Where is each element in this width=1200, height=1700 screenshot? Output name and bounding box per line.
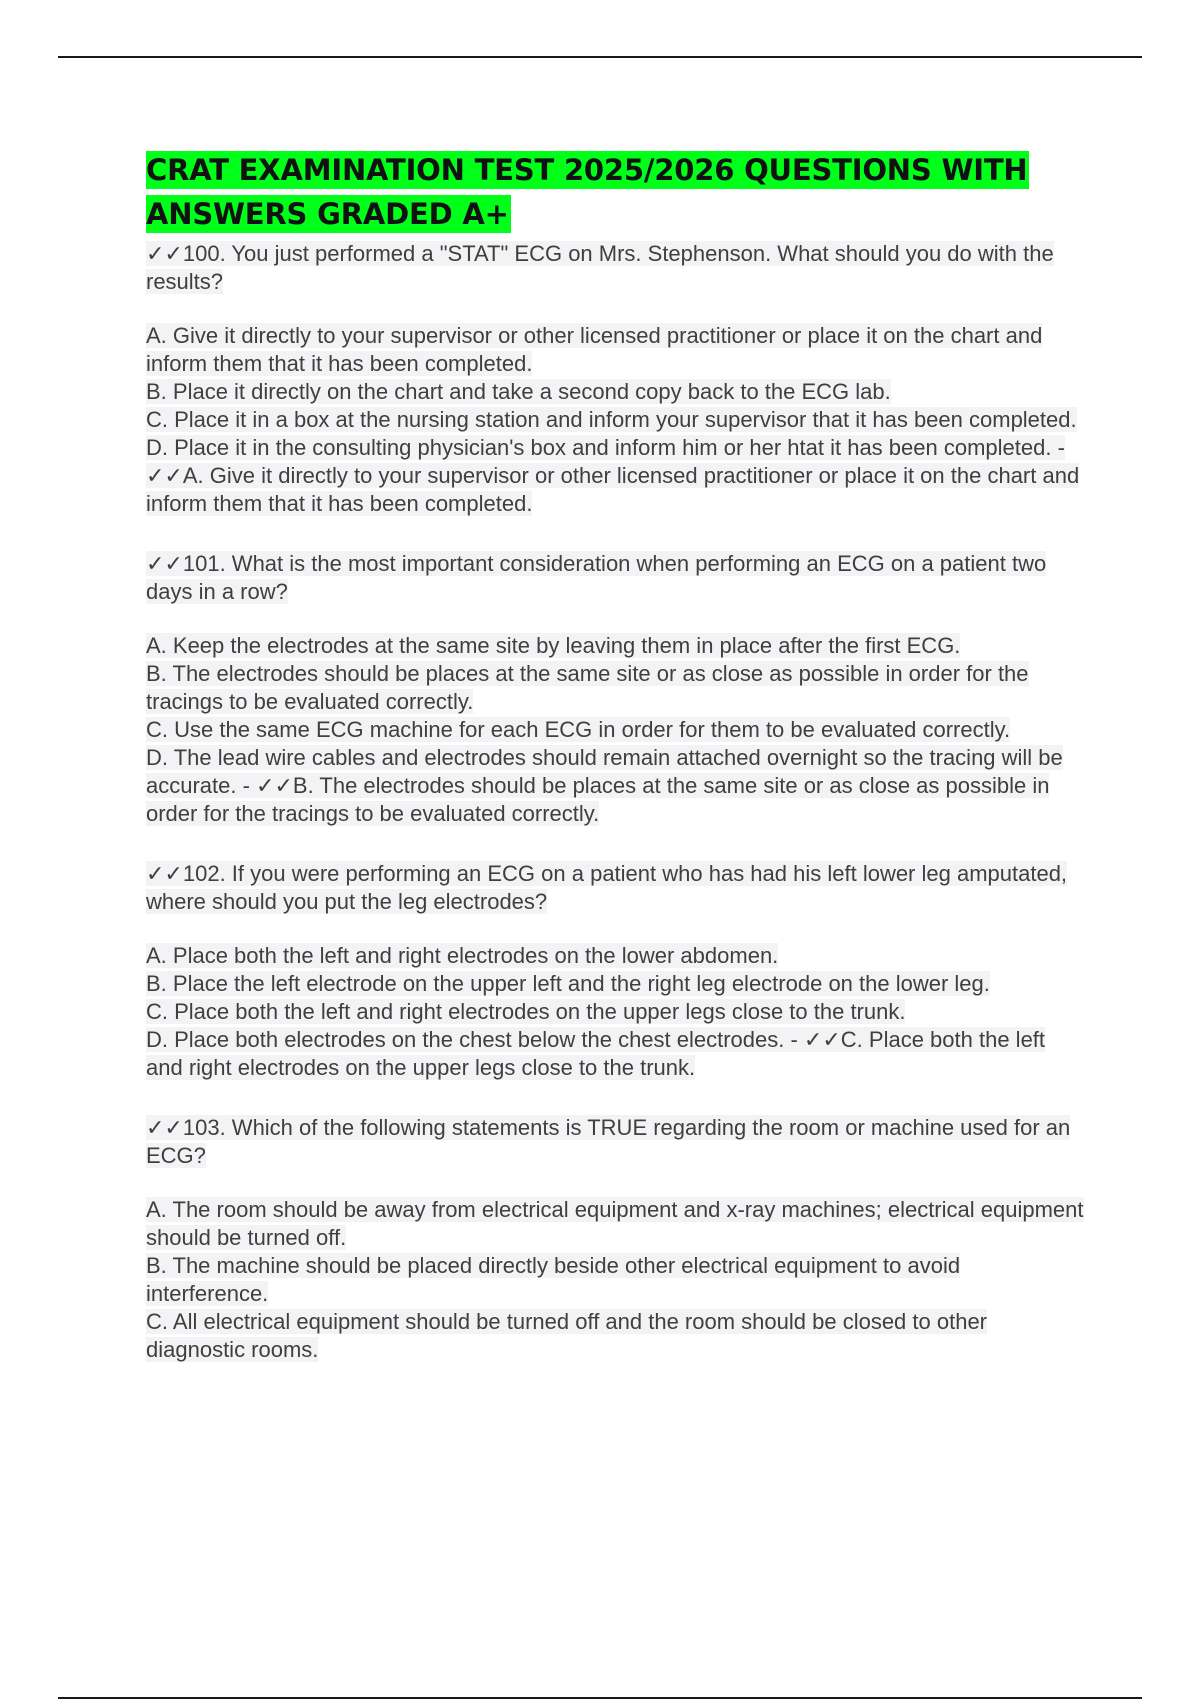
document-body — [146, 148, 1086, 1396]
footer-rule — [58, 1697, 1142, 1699]
answer-option-c: C. Place it in a box at the nursing station and inform your supervisor that it has been completed. — [146, 407, 1077, 432]
answer-option-c: C. Place both the left and right electrodes on the upper legs close to the trunk. — [146, 999, 906, 1024]
question-text: ✓✓101. What is the most important consideration when performing an ECG on a patient two days in a row? — [146, 551, 1047, 604]
answer-option-b: B. Place the left electrode on the upper left and the right leg electrode on the lower leg. — [146, 971, 990, 996]
answer-option-c: C. All electrical equipment should be turned off and the room should be closed to other diagnostic rooms. — [146, 1309, 988, 1362]
answer-option-b: B. The machine should be placed directly beside other electrical equipment to avoid interference. — [146, 1253, 961, 1306]
question-text: ✓✓102. If you were performing an ECG on a patient who has had his left lower leg amputated, where should you put the leg electrodes? — [146, 861, 1068, 914]
answer-option-a: A. The room should be away from electrical equipment and x-ray machines; electrical equipment should be turned off. — [146, 1197, 1084, 1250]
header-rule — [58, 56, 1142, 58]
answer-option-a: A. Keep the electrodes at the same site by leaving them in place after the first ECG. — [146, 633, 961, 658]
answer-option-a: A. Give it directly to your supervisor or other licensed practitioner or place it on the chart and inform them that it has been completed. — [146, 323, 1043, 376]
question-block-101 — [146, 550, 1086, 828]
answer-option-b: B. The electrodes should be places at the same site or as close as possible in order for the tracings to be evaluated correctly. — [146, 661, 1029, 714]
answer-option-c: C. Use the same ECG machine for each ECG in order for them to be evaluated correctly. — [146, 717, 1011, 742]
question-text: ✓✓103. Which of the following statements is TRUE regarding the room or machine used for an ECG? — [146, 1115, 1071, 1168]
question-text: ✓✓100. You just performed a "STAT" ECG on Mrs. Stephenson. What should you do with the results? — [146, 241, 1054, 294]
question-block-103 — [146, 1114, 1086, 1364]
answer-option-b: B. Place it directly on the chart and take a second copy back to the ECG lab. — [146, 379, 891, 404]
question-block-100 — [146, 240, 1086, 518]
answer-option-d: D. Place it in the consulting physician's box and inform him or her htat it has been completed. - ✓✓A. Give it directly to your supervisor or other licensed practitioner or place it on the chart and inform them that it has been completed. — [146, 435, 1080, 516]
question-list — [146, 240, 1086, 1364]
answer-option-d: D. Place both electrodes on the chest below the chest electrodes. - ✓✓C. Place both the left and right electrodes on the upper legs close to the trunk. — [146, 1027, 1046, 1080]
answer-option-a: A. Place both the left and right electrodes on the lower abdomen. — [146, 943, 779, 968]
question-block-102 — [146, 860, 1086, 1082]
document-title: CRAT EXAMINATION TEST 2025/2026 QUESTIONS WITH ANSWERS GRADED A+ — [146, 153, 1028, 231]
answer-option-d: D. The lead wire cables and electrodes should remain attached overnight so the tracing will be accurate. - ✓✓B. The electrodes should be places at the same site or as close as possible in order for the tracings to be evaluated correctly. — [146, 745, 1063, 826]
